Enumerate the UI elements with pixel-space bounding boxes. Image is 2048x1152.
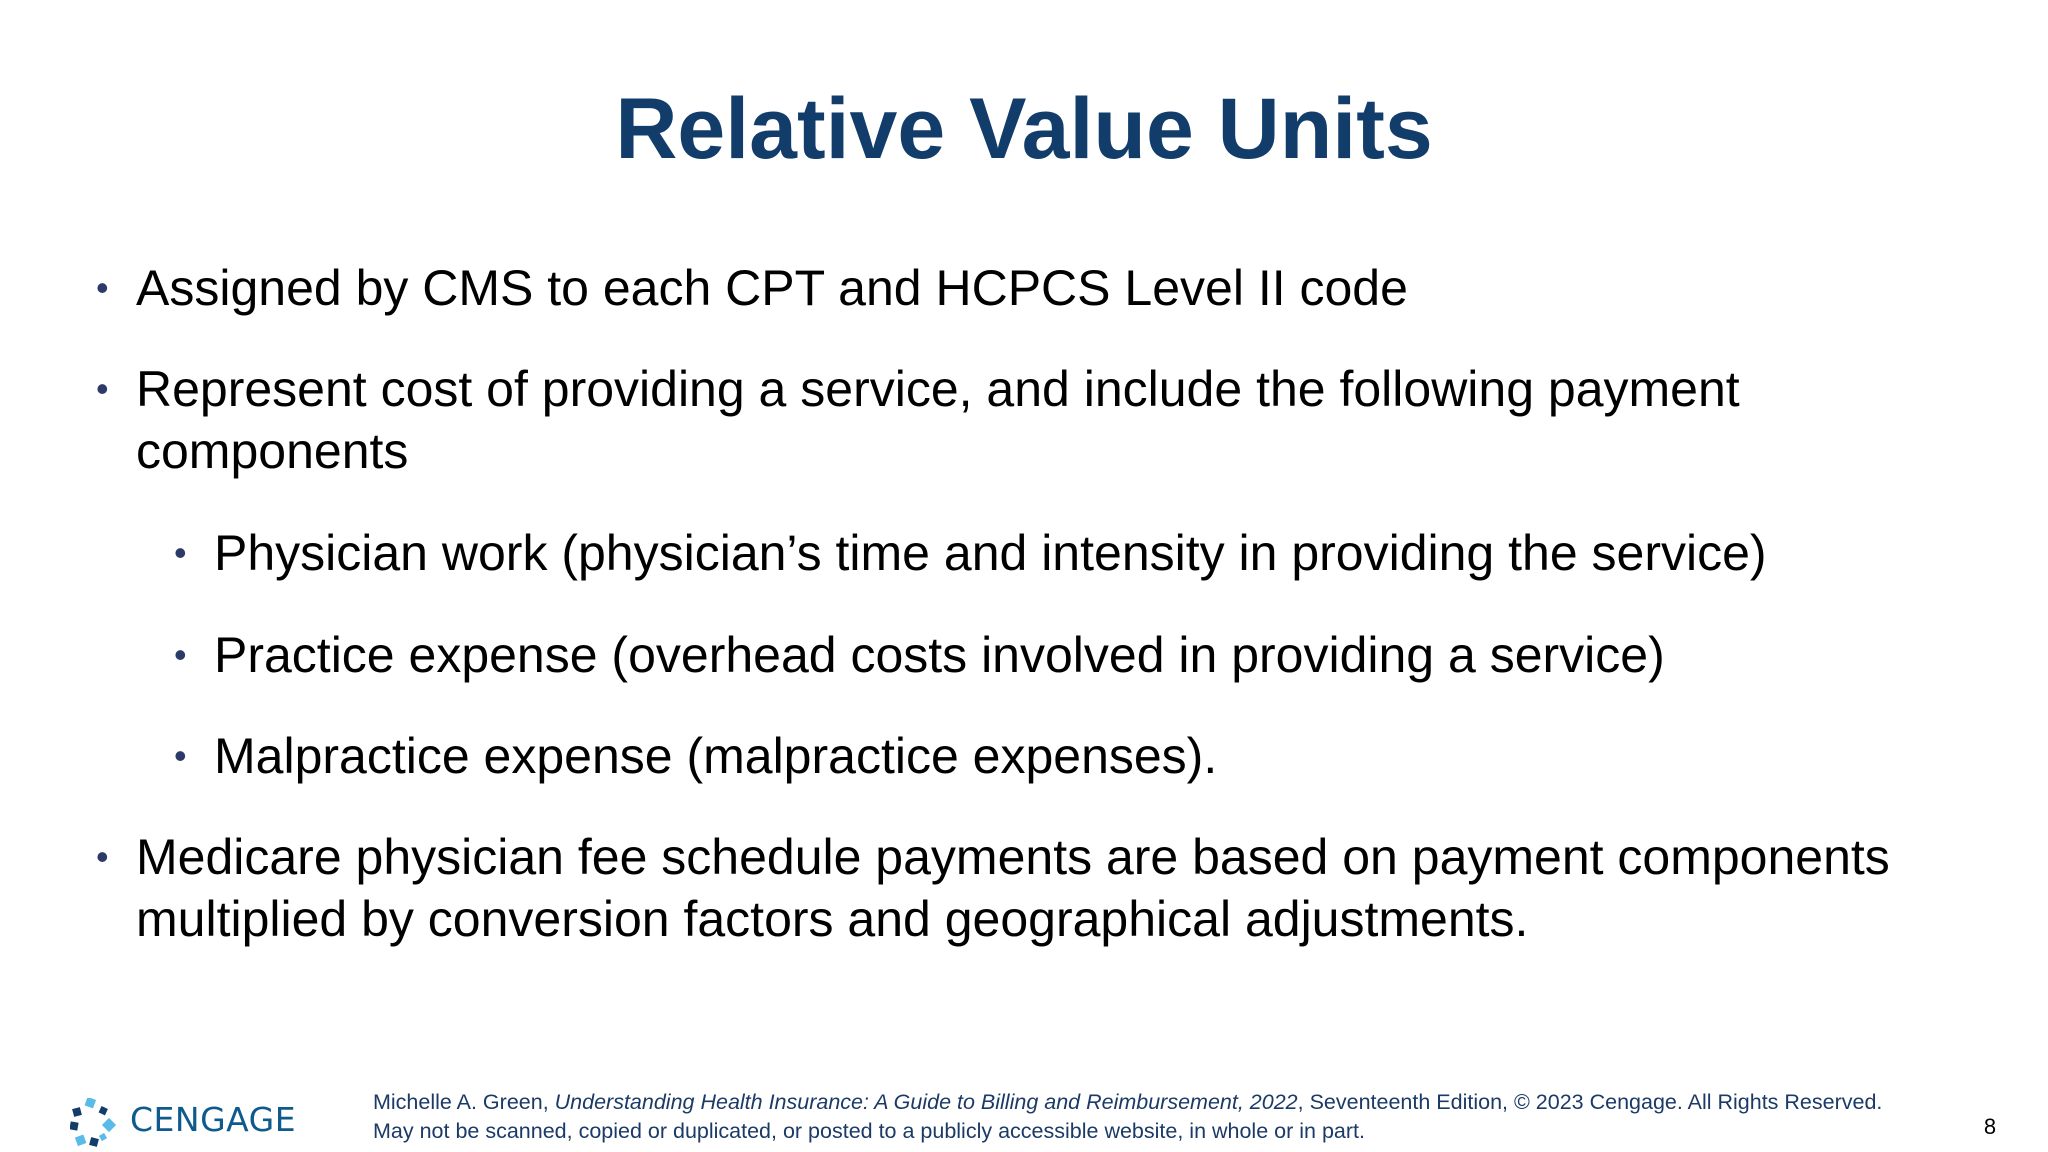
footer-citation xyxy=(373,1088,1913,1146)
bullet-item xyxy=(96,257,1996,319)
page-number: 8 xyxy=(1983,1114,1997,1139)
bullet-text: Assigned by CMS to each CPT and HCPCS Level II code xyxy=(136,260,1408,316)
bullet-dot: • xyxy=(174,634,187,675)
bullet-dot: • xyxy=(96,267,109,308)
slide-title: Relative Value Units xyxy=(615,81,1433,177)
cengage-logo-text: CENGAGE xyxy=(130,1100,297,1139)
bullet-dot: • xyxy=(174,735,187,776)
sub-bullet-item xyxy=(174,522,1994,584)
bullet-item xyxy=(96,358,1996,482)
bullet-dot: • xyxy=(174,532,187,573)
sub-bullet-text: Physician work (physician’s time and intensity in providing the service) xyxy=(214,525,1767,581)
citation-author: Michelle A. Green, xyxy=(373,1090,555,1114)
sub-bullet-item xyxy=(174,725,1994,787)
sub-bullet-text: Malpractice expense (malpractice expenses). xyxy=(214,728,1218,784)
bullet-item xyxy=(96,826,1996,950)
bullet-text: Represent cost of providing a service, and include the following payment components xyxy=(136,361,1740,479)
bullet-dot: • xyxy=(96,368,109,409)
sub-bullet-item xyxy=(174,624,1994,686)
citation-book-title: Understanding Health Insurance: A Guide to Billing and Reimbursement, 2022 xyxy=(554,1090,1298,1114)
cengage-logo xyxy=(70,1092,300,1148)
bullet-text: Medicare physician fee schedule payments are based on payment components multiplied by conversion factors and geographical adjustments. xyxy=(136,829,1890,947)
sub-bullet-text: Practice expense (overhead costs involved in providing a service) xyxy=(214,627,1665,683)
cengage-logo-icon xyxy=(70,1098,120,1150)
citation-rights: , Seventeenth Edition, © 2023 Cengage. All Rights Reserved. May not be scanned, copied or duplicated, or posted to a publicly accessible website, in whole or in part. xyxy=(373,1090,1883,1143)
bullet-dot: • xyxy=(96,836,109,877)
